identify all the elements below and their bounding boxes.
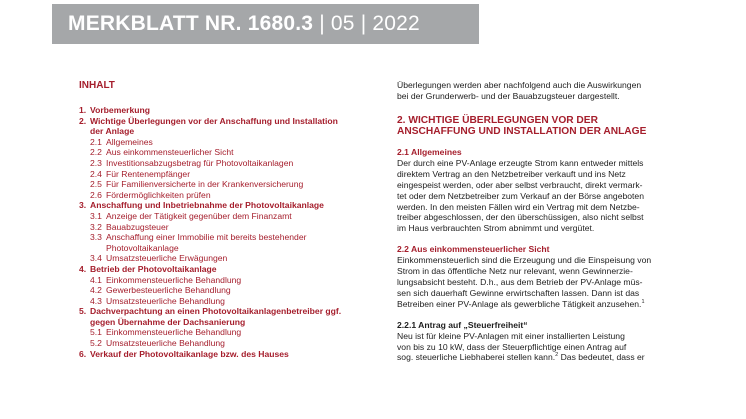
toc-item (79, 243, 379, 254)
toc-item (79, 232, 379, 243)
toc-item-number: 4.2 (90, 285, 102, 296)
toc-item (79, 211, 379, 222)
toc-item-label: Einkommensteuerliche Behandlung (106, 274, 242, 285)
toc-item-number: 5.1 (90, 327, 102, 338)
toc-item-label: Anzeige der Tätigkeit gegenüber dem Finanzamt (106, 210, 292, 221)
toc-item-label: Anschaffung einer Immobilie mit bereits bestehender (106, 232, 307, 243)
toc-item (79, 137, 379, 148)
toc-heading: INHALT (79, 80, 115, 91)
toc-item-number: 6. (79, 348, 87, 359)
document-header-banner (52, 4, 479, 44)
toc-item-number: 5. (79, 306, 87, 317)
toc-item (79, 253, 379, 264)
section-2-1-paragraph: Der durch eine PV-Anlage erzeugte Strom kann entweder mittels direktem Vertrag an den Netzbetreiber verkauft und ins Netz eingespeist werden, oder aber selbst verbraucht, direkt vermark- tet oder dem Netzbetreiber zum Verkauf an der Börse angeboten werden. In den meisten Fällen wird ein Vertrag mit dem Netzbe- treiber abgeschlossen, der den überschüssigen, also nicht selbst im Haus verbrauchten Strom abnimmt und vergütet. (397, 157, 644, 234)
toc-item-number: 2.1 (90, 136, 102, 147)
toc-item-number: 2.2 (90, 147, 102, 158)
toc-item-number: 3.4 (90, 253, 102, 264)
toc-item (79, 158, 379, 169)
toc-item-number: 4.1 (90, 274, 102, 285)
toc-item (79, 126, 379, 137)
toc-item-label: Umsatzsteuerliche Behandlung (106, 338, 225, 349)
footnote-marker-2: 2 (555, 352, 559, 359)
issue-year: 2022 (372, 12, 420, 35)
toc-item-number: 4.3 (90, 295, 102, 306)
toc-item (79, 147, 379, 158)
toc-item-number: 3.2 (90, 221, 102, 232)
toc-item-number: 4. (79, 263, 87, 274)
toc-item (79, 179, 379, 190)
document-title: MERKBLATT NR. 1680.3 (68, 12, 314, 35)
toc-item (79, 200, 379, 211)
toc-item (79, 285, 379, 296)
toc-item-label: Anschaffung und Inbetriebnahme der Photovoltaikanlage (90, 200, 324, 211)
toc-item (79, 190, 379, 201)
footnote-marker-1: 1 (641, 298, 645, 305)
section-2-heading: 2. WICHTIGE ÜBERLEGUNGEN VOR DER ANSCHAFFUNG UND INSTALLATION DER ANLAGE (397, 114, 647, 138)
toc-item (79, 275, 379, 286)
toc-item-label: gegen Übernahme der Dachsanierung (90, 316, 246, 327)
toc-item (79, 105, 379, 116)
toc-item-number: 1. (79, 105, 87, 115)
toc-item-label: der Anlage (90, 126, 135, 137)
toc-item-label: Vorbemerkung (90, 105, 151, 115)
body-text-column (397, 80, 712, 363)
toc-item-label: Bauabzugsteuer (106, 221, 169, 232)
section-2-2-paragraph: Einkommensteuerlich sind die Erzeugung und die Einspeisung von Strom in das öffentliche Netz nur relevant, wenn Gewinnerzie- lungsabsicht besteht. D.h., aus dem Betrieb der PV-Anlage müs- sen sich dauerhaft Gewinne erwirtschaften lassen. Dann ist das Betreiben einer PV-Anlage als gewerbliche Tätigkeit anzusehen.$^1$ (397, 255, 652, 309)
toc-item (79, 169, 379, 180)
section-2-2-1-paragraph: Neu ist für kleine PV-Anlagen mit einer installierten Leistung von bis zu 10 kW, dass der Steuerpflichtige einen Antrag auf sog. steuerliche Liebhaberei stellen kann.$^2$ Das bedeutet, dass er (397, 330, 645, 363)
toc-item-number: 3. (79, 200, 87, 211)
toc-item-number: 2. (79, 115, 87, 126)
toc-item-label: Umsatzsteuerliche Behandlung (106, 295, 225, 306)
toc-item-label: Betrieb der Photovoltaikanlage (90, 263, 217, 274)
header-separator: | (313, 12, 331, 35)
toc-item-number: 2.4 (90, 168, 102, 179)
toc-item (79, 349, 379, 360)
section-2-2-heading: 2.2 Aus einkommensteuerlicher Sicht (397, 244, 550, 255)
toc-item-number: 2.3 (90, 157, 102, 168)
issue-number: 05 (330, 12, 355, 35)
toc-item-label: Investitionsabzugsbetrag für Photovoltaikanlagen (106, 157, 294, 168)
toc-item (79, 306, 379, 317)
toc-item-label: Gewerbesteuerliche Behandlung (106, 285, 231, 296)
toc-item (79, 222, 379, 233)
toc-item-label: Einkommensteuerliche Behandlung (106, 327, 242, 338)
toc-item (79, 338, 379, 349)
header-separator: | (354, 12, 373, 35)
toc-item-label: Dachverpachtung an einen Photovoltaikanlagenbetreiber ggf. (90, 306, 342, 317)
section-2-2-1-heading: 2.2.1 Antrag auf „Steuerfreiheit“ (397, 319, 528, 330)
toc-item-label: Für Familienversicherte in der Krankenversicherung (106, 179, 304, 190)
toc-item-label: Wichtige Überlegungen vor der Anschaffung und Installation (90, 115, 338, 126)
toc-item-label: Aus einkommensteuerlicher Sicht (106, 147, 234, 158)
table-of-contents (79, 80, 379, 359)
toc-item-label: Für Rentenempfänger (106, 168, 191, 179)
toc-item-label: Verkauf der Photovoltaikanlage bzw. des Hauses (90, 348, 289, 359)
toc-item-label: Umsatzsteuerliche Erwägungen (106, 253, 228, 264)
toc-list (79, 105, 379, 359)
toc-item (79, 327, 379, 338)
toc-item-label: Photovoltaikanlage (106, 242, 179, 253)
toc-item-number: 5.2 (90, 338, 102, 349)
toc-item (79, 264, 379, 275)
intro-paragraph: Überlegungen werden aber nachfolgend auch die Auswirkungen bei der Grunderwerb- und der Bauabzugsteuer dargestellt. (397, 80, 642, 101)
toc-item-number: 2.6 (90, 189, 102, 200)
toc-item-label: Fördermöglichkeiten prüfen (106, 189, 211, 200)
section-2-1-heading: 2.1 Allgemeines (397, 147, 462, 157)
toc-item (79, 296, 379, 307)
toc-item-number: 2.5 (90, 179, 102, 190)
toc-item (79, 116, 379, 127)
toc-item-number: 3.1 (90, 210, 102, 221)
toc-item (79, 317, 379, 328)
toc-item-number: 3.3 (90, 232, 102, 243)
toc-item-label: Allgemeines (106, 136, 153, 147)
